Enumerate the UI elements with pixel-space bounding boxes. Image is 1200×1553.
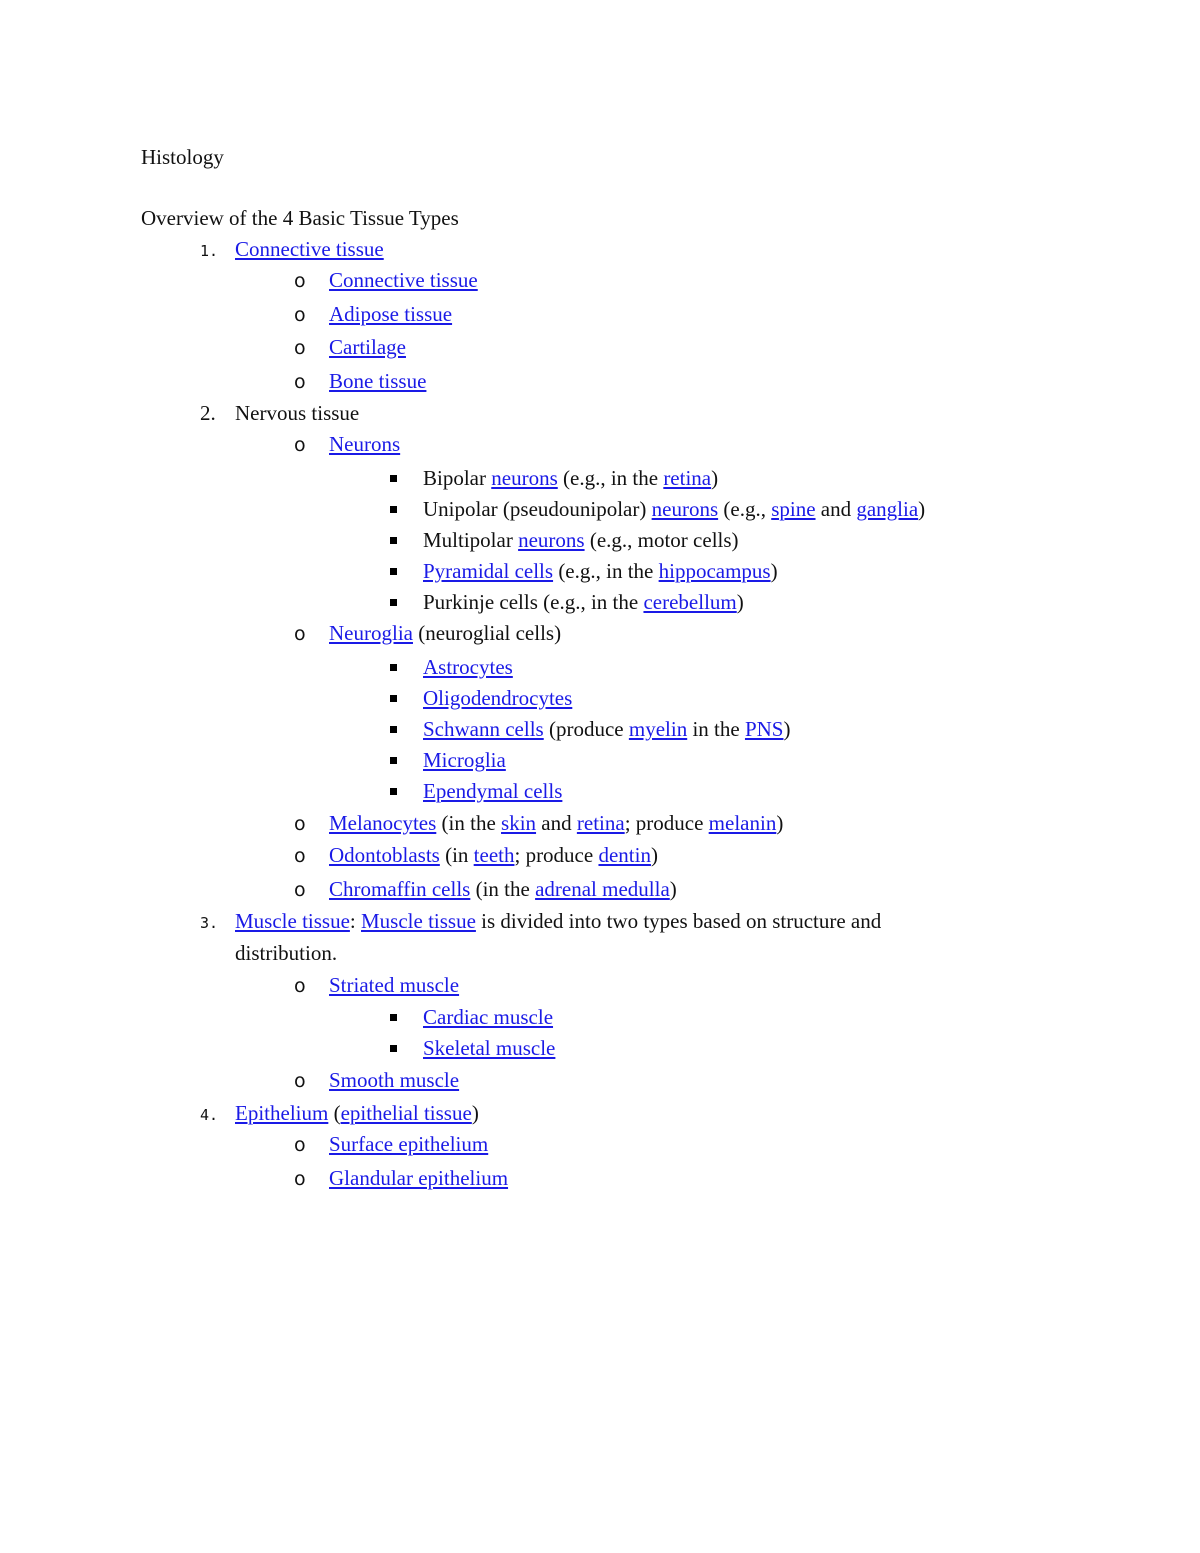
bullet-square xyxy=(390,537,397,544)
bullet-square xyxy=(390,1014,397,1021)
text: ) xyxy=(650,843,658,867)
link-adrenal-medulla[interactable]: adrenal medulla xyxy=(535,877,670,901)
bullet-circle: o xyxy=(294,337,306,359)
list-item xyxy=(423,496,925,522)
link-ganglia[interactable]: ganglia xyxy=(856,497,919,521)
text: (produce xyxy=(543,717,629,741)
link-neurons[interactable]: neurons xyxy=(651,497,719,521)
bullet-circle: o xyxy=(294,270,306,292)
text: (in the xyxy=(436,811,502,835)
link-skeletal-muscle[interactable]: Skeletal muscle xyxy=(423,1036,556,1060)
list-item xyxy=(329,267,478,293)
link-neurons[interactable]: neurons xyxy=(518,528,585,552)
text: ) xyxy=(711,466,719,490)
list-item xyxy=(423,589,744,615)
link-glandular-epithelium[interactable]: Glandular epithelium xyxy=(329,1166,509,1190)
text: ; produce xyxy=(514,843,599,867)
text: in the xyxy=(687,717,745,741)
text: (e.g., in the xyxy=(557,466,664,490)
text: and xyxy=(536,811,577,835)
link-cerebellum[interactable]: cerebellum xyxy=(643,590,737,614)
link-pyramidal-cells[interactable]: Pyramidal cells xyxy=(423,559,554,583)
bullet-circle: o xyxy=(294,371,306,393)
list-item xyxy=(423,747,506,773)
link-epithelial-tissue[interactable]: epithelial tissue xyxy=(340,1101,472,1125)
link-bone-tissue[interactable]: Bone tissue xyxy=(329,369,427,393)
list-item xyxy=(423,778,562,804)
bullet-square xyxy=(390,506,397,513)
list-item xyxy=(329,431,400,457)
text: : xyxy=(349,909,361,933)
list-number: 3. xyxy=(200,914,219,932)
link-neurons[interactable]: neurons xyxy=(491,466,558,490)
list-item xyxy=(423,1004,553,1030)
text: and xyxy=(815,497,857,521)
link-smooth-muscle[interactable]: Smooth muscle xyxy=(329,1068,460,1092)
link-cardiac-muscle[interactable]: Cardiac muscle xyxy=(423,1005,554,1029)
text: ) xyxy=(669,877,677,901)
link-odontoblasts[interactable]: Odontoblasts xyxy=(329,843,440,867)
bullet-circle: o xyxy=(294,434,306,456)
link-schwann-cells[interactable]: Schwann cells xyxy=(423,717,544,741)
link-melanin[interactable]: melanin xyxy=(708,811,777,835)
text: ) xyxy=(776,811,784,835)
list-number: 4. xyxy=(200,1106,219,1124)
list-item xyxy=(235,908,881,934)
text: (e.g., in the xyxy=(553,559,659,583)
list-number: 2. xyxy=(200,401,216,425)
list-item xyxy=(329,368,426,394)
text: Unipolar (pseudounipolar) xyxy=(423,497,652,521)
bullet-circle: o xyxy=(294,1168,306,1190)
link-neuroglia[interactable]: Neuroglia xyxy=(329,621,413,645)
list-item xyxy=(329,810,783,836)
list-item xyxy=(329,1067,459,1093)
bullet-circle: o xyxy=(294,813,306,835)
link-epithelium[interactable]: Epithelium xyxy=(235,1101,329,1125)
link-neurons[interactable]: Neurons xyxy=(329,432,401,456)
link-striated-muscle[interactable]: Striated muscle xyxy=(329,973,460,997)
link-retina[interactable]: retina xyxy=(663,466,712,490)
link-oligodendrocytes[interactable]: Oligodendrocytes xyxy=(423,686,573,710)
text: ) xyxy=(783,717,791,741)
bullet-square xyxy=(390,695,397,702)
document-subtitle: Overview of the 4 Basic Tissue Types xyxy=(141,206,459,230)
link-astrocytes[interactable]: Astrocytes xyxy=(423,655,513,679)
list-item-nervous-tissue: Nervous tissue xyxy=(235,401,360,425)
link-dentin[interactable]: dentin xyxy=(598,843,651,867)
list-item xyxy=(235,1100,479,1126)
text: ) xyxy=(471,1101,479,1125)
bullet-square xyxy=(390,568,397,575)
bullet-circle: o xyxy=(294,879,306,901)
list-item xyxy=(329,620,561,646)
list-item xyxy=(423,1035,555,1061)
list-item xyxy=(329,301,452,327)
text: ( xyxy=(328,1101,341,1125)
text: ) xyxy=(918,497,926,521)
link-ependymal-cells[interactable]: Ependymal cells xyxy=(423,779,563,803)
list-item xyxy=(423,527,739,553)
list-item xyxy=(329,876,677,902)
link-myelin[interactable]: myelin xyxy=(628,717,688,741)
bullet-square xyxy=(390,788,397,795)
bullet-circle: o xyxy=(294,1070,306,1092)
bullet-square xyxy=(390,599,397,606)
link-melanocytes[interactable]: Melanocytes xyxy=(329,811,437,835)
list-item xyxy=(329,1165,508,1191)
text: Multipolar xyxy=(423,528,519,552)
text: (e.g., xyxy=(718,497,772,521)
link-surface-epithelium[interactable]: Surface epithelium xyxy=(329,1132,489,1156)
link-retina[interactable]: retina xyxy=(576,811,625,835)
text: (in xyxy=(439,843,474,867)
link-muscle-tissue[interactable]: Muscle tissue xyxy=(361,909,476,933)
text: (e.g., motor cells) xyxy=(584,528,739,552)
link-hippocampus[interactable]: hippocampus xyxy=(658,559,771,583)
link-connective-tissue[interactable]: Connective tissue xyxy=(235,237,384,261)
text: Bipolar xyxy=(423,466,492,490)
text: (neuroglial cells) xyxy=(412,621,562,645)
list-item xyxy=(423,716,790,742)
text: ; produce xyxy=(624,811,709,835)
bullet-circle: o xyxy=(294,845,306,867)
bullet-square xyxy=(390,664,397,671)
text: is divided into two types based on structure and xyxy=(475,909,882,933)
link-adipose-tissue[interactable]: Adipose tissue xyxy=(329,302,453,326)
list-item xyxy=(423,685,572,711)
link-teeth[interactable]: teeth xyxy=(473,843,515,867)
link-connective-tissue-sub[interactable]: Connective tissue xyxy=(329,268,478,292)
list-item xyxy=(329,1131,488,1157)
bullet-circle: o xyxy=(294,304,306,326)
bullet-circle: o xyxy=(294,975,306,997)
bullet-square xyxy=(390,757,397,764)
list-item xyxy=(329,842,658,868)
list-item xyxy=(329,334,406,360)
list-item xyxy=(423,558,778,584)
list-item xyxy=(423,654,513,680)
link-muscle-tissue[interactable]: Muscle tissue xyxy=(235,909,350,933)
list-item xyxy=(423,465,718,491)
link-pns[interactable]: PNS xyxy=(744,717,784,741)
text: ) xyxy=(770,559,778,583)
bullet-circle: o xyxy=(294,623,306,645)
list-item xyxy=(329,972,459,998)
link-microglia[interactable]: Microglia xyxy=(423,748,506,772)
link-cartilage[interactable]: Cartilage xyxy=(329,335,406,359)
bullet-square xyxy=(390,475,397,482)
text: (in the xyxy=(470,877,536,901)
bullet-square xyxy=(390,1045,397,1052)
link-skin[interactable]: skin xyxy=(501,811,537,835)
list-item xyxy=(235,236,384,262)
list-number: 1. xyxy=(200,242,219,260)
list-item-continuation: distribution. xyxy=(235,941,338,965)
bullet-square xyxy=(390,726,397,733)
document-title: Histology xyxy=(141,145,224,169)
link-chromaffin-cells[interactable]: Chromaffin cells xyxy=(329,877,471,901)
bullet-circle: o xyxy=(294,1134,306,1156)
text: ) xyxy=(736,590,744,614)
text: Purkinje cells (e.g., in the xyxy=(423,590,644,614)
link-spine[interactable]: spine xyxy=(771,497,816,521)
